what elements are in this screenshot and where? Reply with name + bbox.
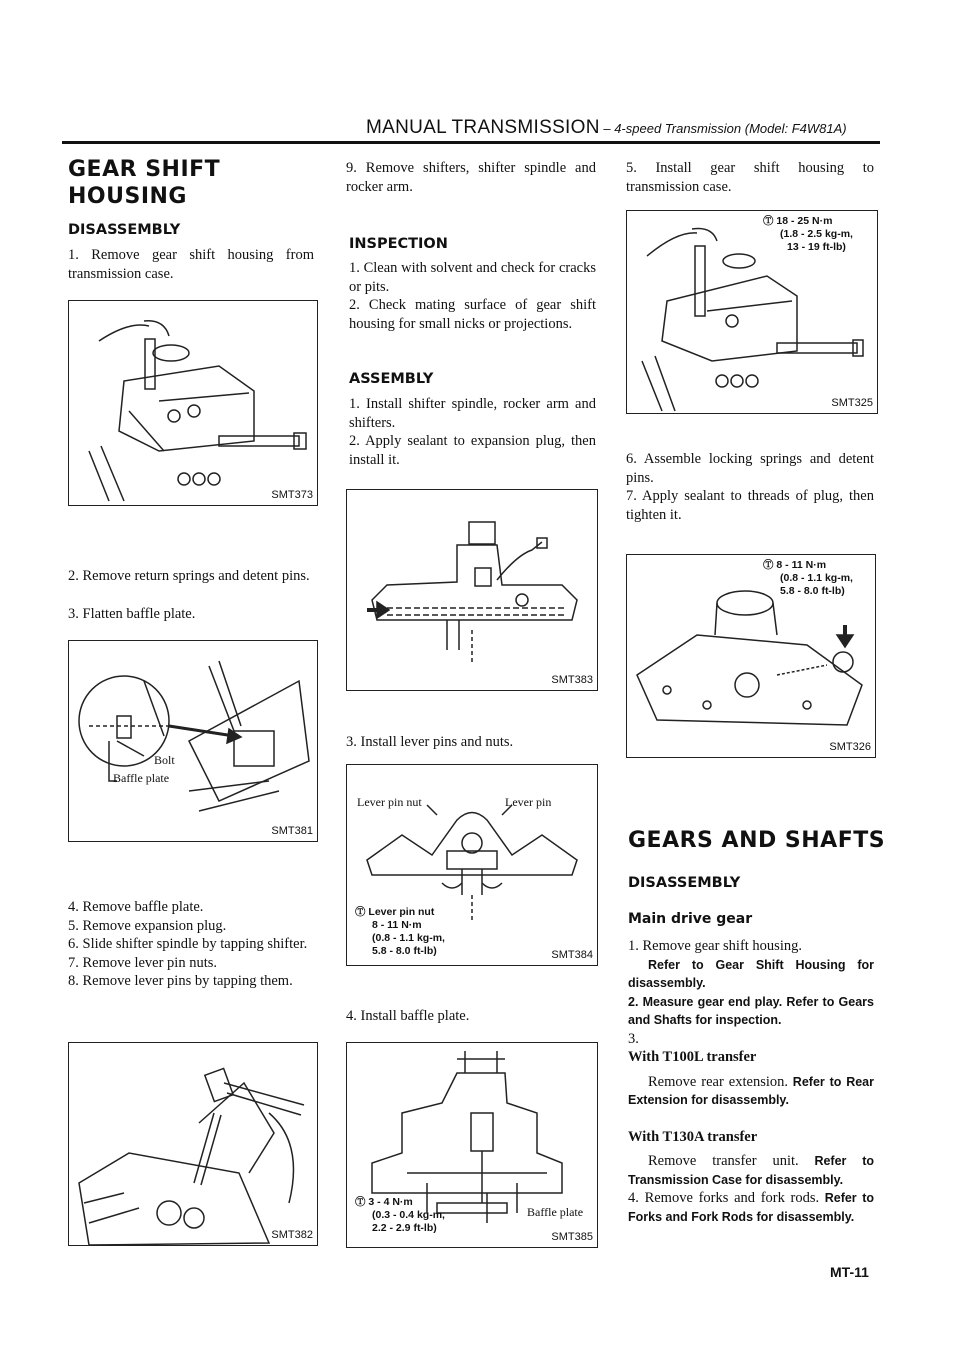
- assembly-heading: ASSEMBLY: [349, 371, 434, 387]
- disassembly-step-5: 5. Remove expansion plug.: [68, 917, 227, 934]
- torque-icon: Ⓣ: [355, 906, 366, 918]
- inspection-step-2: 2. Check mating surface of gear shift housing for small nicks or projections.: [349, 297, 596, 332]
- page-number: MT-11: [830, 1264, 869, 1280]
- torque-spec: Ⓣ 3 - 4 N·m (0.3 - 0.4 kg-m, 2.2 - 2.9 ft-lb): [355, 1196, 445, 1234]
- gear-shift-housing-title: GEAR SHIFT HOUSING: [68, 157, 221, 209]
- figure-code: SMT326: [829, 741, 871, 753]
- torque-icon: Ⓣ: [763, 215, 774, 227]
- torque-icon: Ⓣ: [763, 559, 774, 571]
- inspection-steps: [349, 259, 596, 333]
- disassembly-step-6: 6. Slide shifter spindle by tapping shifter.: [68, 936, 308, 952]
- torque-spec: Ⓣ Lever pin nut 8 - 11 N·m (0.8 - 1.1 kg-m, 5.8 - 8.0 ft-lb): [355, 906, 445, 957]
- assembly-step-3: 3. Install lever pins and nuts.: [346, 734, 514, 750]
- figure-code: SMT385: [551, 1231, 593, 1243]
- figure-code: SMT325: [831, 397, 873, 409]
- assembly-step-4: 4. Install baffle plate.: [346, 1008, 470, 1024]
- assembly-step-6: 6. Assemble locking springs and detent pins.: [626, 451, 874, 486]
- header-rule: [62, 141, 880, 144]
- torque-icon: Ⓣ: [355, 1196, 366, 1208]
- baffle-plate-flatten-illustration: [69, 641, 317, 841]
- header-title: MANUAL TRANSMISSION: [366, 117, 600, 138]
- figure-smt373: [68, 300, 318, 506]
- disassembly-steps-4-8: [68, 898, 314, 991]
- t100l-paragraph: Remove rear extension. Refer to Rear Extension for disassembly.: [628, 1073, 874, 1107]
- label-bolt: Bolt: [154, 753, 175, 767]
- assembly-steps-1-2: [349, 395, 596, 469]
- gears-step-4: 4. Remove forks and fork rods. Refer to Forks and Fork Rods for disassembly.: [628, 1190, 875, 1224]
- gears-step-2: 2. Measure gear end play. Refer to Gears and Shafts for inspection.: [628, 994, 874, 1027]
- page-header: [366, 117, 876, 139]
- figure-smt326: [626, 554, 876, 758]
- label-baffle-plate: Baffle plate: [113, 771, 170, 785]
- torque-icon-line: Ⓣ 8 - 11 N·m: [763, 559, 827, 571]
- torque-icon-line: Ⓣ 18 - 25 N·m: [763, 215, 833, 227]
- inspection-heading: INSPECTION: [349, 236, 448, 252]
- disassembly-step-3: 3. Flatten baffle plate.: [68, 606, 196, 622]
- disassembly-step-9: 9. Remove shifters, shifter spindle and rocker arm.: [346, 160, 596, 195]
- lever-pin-tapping-illustration: [69, 1043, 317, 1245]
- figure-smt385: [346, 1042, 598, 1248]
- figure-smt381: [68, 640, 318, 842]
- assembly-step-5: 5. Install gear shift housing to transmission case.: [626, 160, 874, 195]
- gears-and-shafts-title: GEARS AND SHAFTS: [628, 828, 886, 853]
- gear-shift-housing-removal-illustration: [69, 301, 317, 505]
- gears-disassembly-steps: [628, 937, 874, 1226]
- figure-code: SMT382: [271, 1229, 313, 1241]
- torque-spec: Ⓣ 8 - 11 N·m (0.8 - 1.1 kg-m, 5.8 - 8.0 ft-lb): [763, 559, 853, 597]
- torque-spec: Ⓣ 18 - 25 N·m (1.8 - 2.5 kg-m, 13 - 19 ft-lb): [763, 215, 853, 253]
- disassembly-step-4: 4. Remove baffle plate.: [68, 899, 204, 915]
- torque-icon-line: Ⓣ 3 - 4 N·m: [355, 1196, 413, 1208]
- figure-smt382: [68, 1042, 318, 1246]
- t130a-heading: With T130A transfer: [628, 1128, 758, 1145]
- expansion-plug-section-illustration: [347, 490, 597, 690]
- disassembly-heading: DISASSEMBLY: [68, 222, 181, 238]
- figure-code: SMT381: [271, 825, 313, 837]
- figure-code: SMT384: [551, 949, 593, 961]
- figure-smt383: [346, 489, 598, 691]
- disassembly-step-2: 2. Remove return springs and detent pins.: [68, 568, 310, 584]
- torque-icon-line: Ⓣ Lever pin nut: [355, 906, 435, 918]
- header-subtitle: – 4-speed Transmission (Model: F4W81A): [599, 121, 847, 136]
- figure-smt384: [346, 764, 598, 966]
- t130a-paragraph: Remove transfer unit. Refer to Transmission Case for disassembly.: [628, 1153, 874, 1187]
- gears-step-3: 3.: [628, 1030, 639, 1047]
- assembly-step-7: 7. Apply sealant to threads of plug, then tighten it.: [626, 488, 874, 523]
- disassembly-step-8: 8. Remove lever pins by tapping them.: [68, 973, 293, 989]
- label-lever-pin: Lever pin: [505, 795, 552, 809]
- figure-code: SMT383: [551, 674, 593, 686]
- assembly-steps-6-7: [626, 450, 874, 524]
- t100l-heading: With T100L transfer: [628, 1049, 757, 1065]
- gears-disassembly-heading: DISASSEMBLY: [628, 875, 741, 891]
- figure-code: SMT373: [271, 489, 313, 501]
- label-lever-pin-nut: Lever pin nut: [357, 795, 422, 809]
- gears-step-1-ref: Refer to Gear Shift Housing for disassembly.: [628, 957, 874, 990]
- assembly-step-2: 2. Apply sealant to expansion plug, then install it.: [349, 433, 596, 468]
- gears-step-1: 1. Remove gear shift housing.: [628, 938, 802, 954]
- inspection-step-1: 1. Clean with solvent and check for cracks or pits.: [349, 260, 596, 295]
- main-drive-gear-heading: Main drive gear: [628, 911, 753, 927]
- assembly-step-1: 1. Install shifter spindle, rocker arm and shifters.: [349, 396, 596, 431]
- label-baffle-plate: Baffle plate: [527, 1205, 584, 1219]
- figure-smt325: [626, 210, 878, 414]
- disassembly-step-1: 1. Remove gear shift housing from transmission case.: [68, 247, 314, 282]
- disassembly-step-7: 7. Remove lever pin nuts.: [68, 954, 218, 971]
